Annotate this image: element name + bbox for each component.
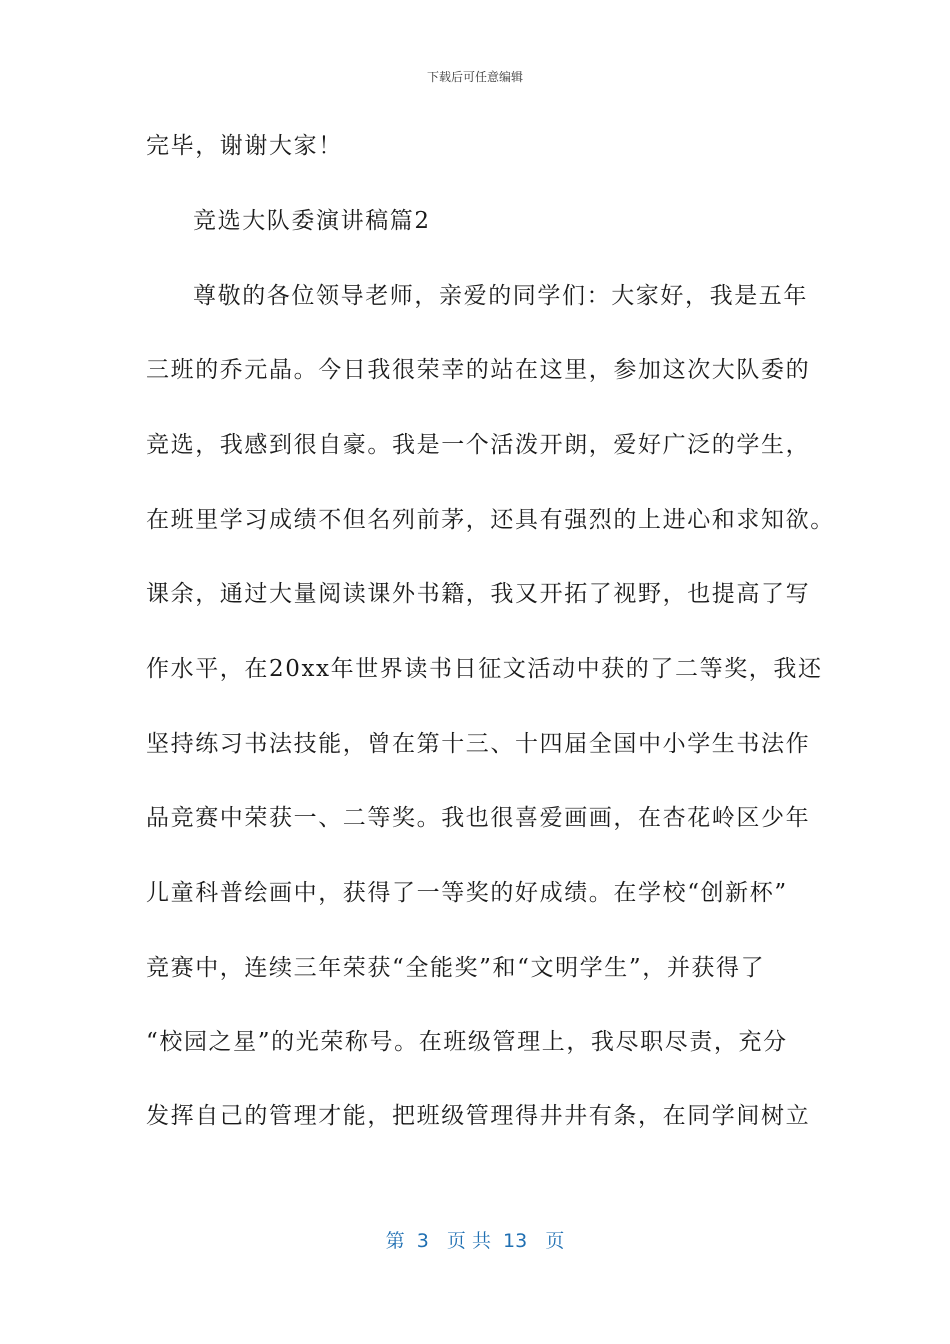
page-number-footer: 第 3 页 共 13 页 bbox=[385, 1230, 565, 1252]
paragraph-line: 竞赛中，连续三年荣获“全能奖”和“文明学生”，并获得了 bbox=[146, 955, 766, 981]
paragraph-line: 完毕，谢谢大家！ bbox=[146, 133, 343, 159]
paragraph-line: 品竞赛中荣获一、二等奖。我也很喜爱画画，在杏花岭区少年 bbox=[146, 805, 811, 831]
paragraph-line: 尊敬的各位领导老师，亲爱的同学们：大家好，我是五年 bbox=[193, 283, 808, 309]
paragraph-line: 作水平，在20xx年世界读书日征文活动中获的了二等奖，我还 bbox=[146, 656, 823, 682]
paragraph-line: 在班里学习成绩不但名列前茅，还具有强烈的上进心和求知欲。 bbox=[146, 507, 835, 533]
paragraph-line: 发挥自己的管理才能，把班级管理得井井有条，在同学间树立 bbox=[146, 1103, 811, 1129]
paragraph-line: “校园之星”的光荣称号。在班级管理上，我尽职尽责，充分 bbox=[146, 1029, 788, 1055]
paragraph-line: 三班的乔元晶。今日我很荣幸的站在这里，参加这次大队委的 bbox=[146, 357, 811, 383]
paragraph-line: 儿童科普绘画中，获得了一等奖的好成绩。在学校“创新杯” bbox=[146, 880, 788, 906]
paragraph-line: 竞选，我感到很自豪。我是一个活泼开朗，爱好广泛的学生， bbox=[146, 432, 811, 458]
paragraph-line: 课余，通过大量阅读课外书籍，我又开拓了视野，也提高了写 bbox=[146, 581, 811, 607]
section-heading: 竞选大队委演讲稿篇2 bbox=[193, 208, 431, 234]
header-note: 下载后可任意编辑 bbox=[426, 70, 523, 84]
paragraph-line: 坚持练习书法技能，曾在第十三、十四届全国中小学生书法作 bbox=[146, 731, 811, 757]
